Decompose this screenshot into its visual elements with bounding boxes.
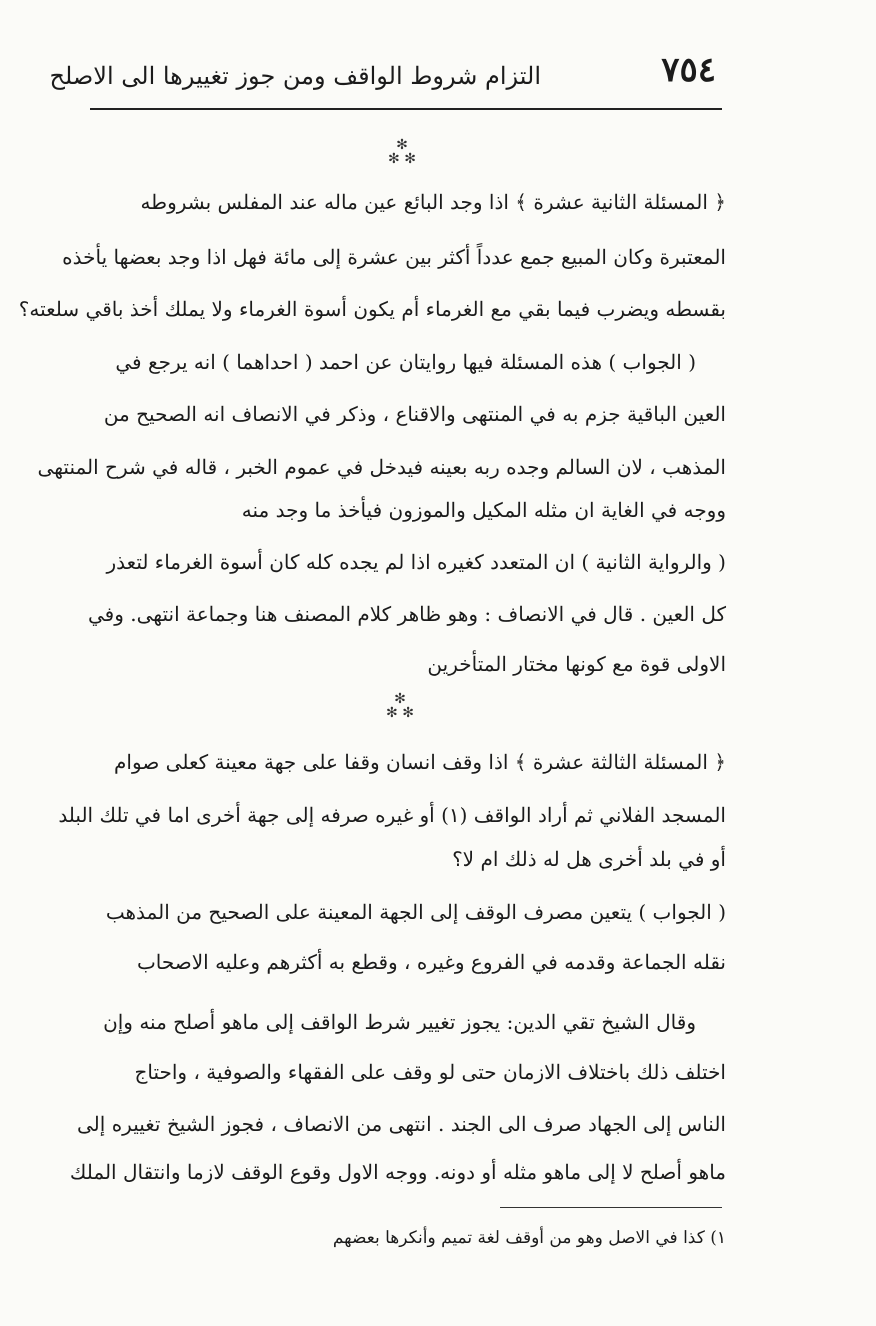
text-line: ﴿ المسئلة الثانية عشرة ﴾ اذا وجد البائع عين ماله عند المفلس بشروطه xyxy=(140,190,726,214)
footnote-rule xyxy=(500,1207,722,1208)
page-number: ٧٥٤ xyxy=(661,50,716,90)
text-line: بقسطه ويضرب فيما بقي مع الغرماء أم يكون أسوة الغرماء ولا يملك أخذ باقي سلعته؟ xyxy=(18,297,726,321)
text-line: ووجه في الغاية ان مثله المكيل والموزون فيأخذ ما وجد منه xyxy=(241,498,726,522)
text-line: المذهب ، لان السالم وجده ربه بعينه فيدخل في عموم الخبر ، قاله في شرح المنتهى xyxy=(37,455,726,479)
text-line: وقال الشيخ تقي الدين: يجوز تغيير شرط الواقف إلى ماهو أصلح منه وإن xyxy=(103,1010,696,1034)
text-line: ﴿ المسئلة الثالثة عشرة ﴾ اذا وقف انسان وقفا على جهة معينة كعلى صوام xyxy=(114,750,726,774)
asterism-ornament-2: ✻ ✻ ✻ xyxy=(386,691,414,721)
text-line: كل العين . قال في الانصاف : وهو ظاهر كلام المصنف هنا وجماعة انتهى. وفي xyxy=(87,602,726,626)
text-line: ( الجواب ) هذه المسئلة فيها روايتان عن احمد ( احداهما ) انه يرجع في xyxy=(115,350,696,374)
header-rule xyxy=(90,108,722,110)
text-line: العين الباقية جزم به في المنتهى والاقناع ، وذكر في الانصاف انه الصحيح من xyxy=(103,402,726,426)
text-line: أو في بلد أخرى هل له ذلك ام لا؟ xyxy=(452,847,726,871)
text-line: ( والرواية الثانية ) ان المتعدد كغيره اذا لم يجده كله كان أسوة الغرماء لتعذر xyxy=(106,550,726,574)
text-line: الناس إلى الجهاد صرف الى الجند . انتهى من الانصاف ، فجوز الشيخ تغييره إلى xyxy=(77,1112,726,1136)
text-line: الاولى قوة مع كونها مختار المتأخرين xyxy=(427,652,726,676)
text-line: المسجد الفلاني ثم أراد الواقف (١) أو غيره صرفه إلى جهة أخرى اما في تلك البلد xyxy=(58,803,726,827)
footnote: ١) كذا في الاصل وهو من أوقف لغة تميم وأنكرها بعضهم xyxy=(332,1228,726,1248)
running-title: التزام شروط الواقف ومن جوز تغييرها الى الاصلح xyxy=(49,62,541,90)
text-line: المعتبرة وكان المبيع جمع عدداً أكثر بين عشرة إلى مائة فهل اذا وجد بعضها يأخذه xyxy=(62,245,726,269)
text-line: ماهو أصلح لا إلى ماهو مثله أو دونه. ووجه الاول وقوع الوقف لازما وانتقال الملك xyxy=(69,1160,726,1184)
text-line: ( الجواب ) يتعين مصرف الوقف إلى الجهة المعينة على الصحيح من المذهب xyxy=(105,900,726,924)
text-line: نقله الجماعة وقدمه في الفروع وغيره ، وقطع به أكثرهم وعليه الاصحاب xyxy=(136,950,726,974)
text-line: اختلف ذلك باختلاف الازمان حتى لو وقف على الفقهاء والصوفية ، واحتاج xyxy=(134,1060,726,1084)
running-head xyxy=(49,50,716,96)
asterism-ornament-1: ✻ ✻ ✻ xyxy=(388,137,416,167)
